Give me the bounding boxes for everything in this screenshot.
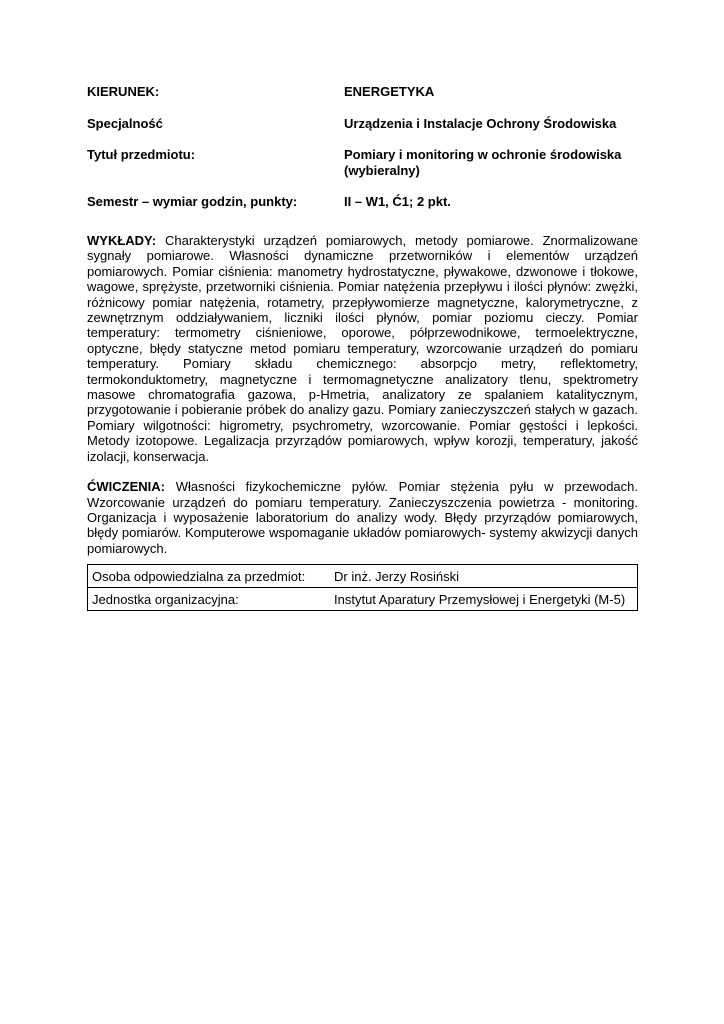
semestr-value: II – W1, Ć1; 2 pkt.	[344, 194, 451, 209]
table-row	[88, 588, 638, 611]
semestr-row	[87, 194, 638, 210]
tytul-row	[87, 147, 638, 179]
specjalnosc-value: Urządzenia i Instalacje Ochrony Środowiska	[344, 116, 617, 131]
responsible-person-label: Osoba odpowiedzialna za przedmiot:	[88, 565, 331, 588]
organizational-unit-value: Instytut Aparatury Przemysłowej i Energetyki (M-5)	[330, 588, 638, 611]
kierunek-value: ENERGETYKA	[344, 84, 435, 99]
kierunek-label: KIERUNEK:	[87, 84, 160, 99]
kierunek-row	[87, 84, 638, 100]
info-table	[87, 564, 638, 611]
specjalnosc-row	[87, 116, 638, 132]
wyklady-text: Charakterystyki urządzeń pomiarowych, metody pomiarowe. Znormalizowane sygnały pomiarowe. Własności dynamiczne przetworników i elementów urządzeń pomiarowych. Pomiar ciśnienia: manometry hydrostatyczne, pływakowe, dzwonowe i tłokowe, wagowe, sprężyste, przetworniki ciśnienia. Pomiar natężenia przepływu i ilości płynów: zwężki, różnicowy pomiar natężenia, rotametry, przepływomierze magnetyczne, kalorymetryczne, z zewnętrznym oddziaływaniem, liczniki ilości płynów, pomiar poziomu cieczy. Pomiar temperatury: termometry ciśnieniowe, oporowe, półprzewodnikowe, termoelektryczne, optyczne, błędy statyczne metod pomiaru temperatury, wzorcowanie urządzeń do pomiaru temperatury. Pomiary składu chemicznego: absorpcjo metry, reflektometry, termokonduktometry, magnetyczne i termomagnetyczne analizatory tlenu, spektrometry masowe chromatografia gazowa, p-Hmetria, analizatory ze spalaniem katalitycznym, przygotowanie i pobieranie próbek do analizy gazu. Pomiary zanieczyszczeń stałych w gazach. Pomiary wilgotności: higrometry, psychrometry, wzorcowanie. Pomiar gęstości i lepkości. Metody izotopowe. Legalizacja przyrządów pomiarowych, wpływ korozji, temperatury, jakość izolacji, konserwacja.	[87, 233, 638, 464]
table-row	[88, 565, 638, 588]
tytul-value: Pomiary i monitoring w ochronie środowiska (wybieralny)	[344, 147, 622, 178]
tytul-label: Tytuł przedmiotu:	[87, 147, 196, 162]
course-sheet	[87, 84, 638, 611]
wyklady-label: WYKŁADY:	[87, 233, 157, 248]
cwiczenia-paragraph	[87, 479, 638, 556]
cwiczenia-text: Własności fizykochemiczne pyłów. Pomiar stężenia pyłu w przewodach. Wzorcowanie urządzeń do pomiaru temperatury. Zanieczyszczenia powietrza - monitoring. Organizacja i wyposażenie laboratorium do analizy wody. Błędy przyrządów pomiarowych, błędy pomiarów. Komputerowe wspomaganie układów pomiarowych- systemy akwizycji danych pomiarowych.	[87, 479, 638, 556]
cwiczenia-label: ĆWICZENIA:	[87, 479, 165, 495]
responsible-person-value: Dr inż. Jerzy Rosiński	[330, 565, 638, 588]
wyklady-paragraph	[87, 233, 638, 464]
semestr-label: Semestr – wymiar godzin, punkty:	[87, 194, 298, 209]
specjalnosc-label: Specjalność	[87, 116, 163, 131]
organizational-unit-label: Jednostka organizacyjna:	[88, 588, 331, 611]
